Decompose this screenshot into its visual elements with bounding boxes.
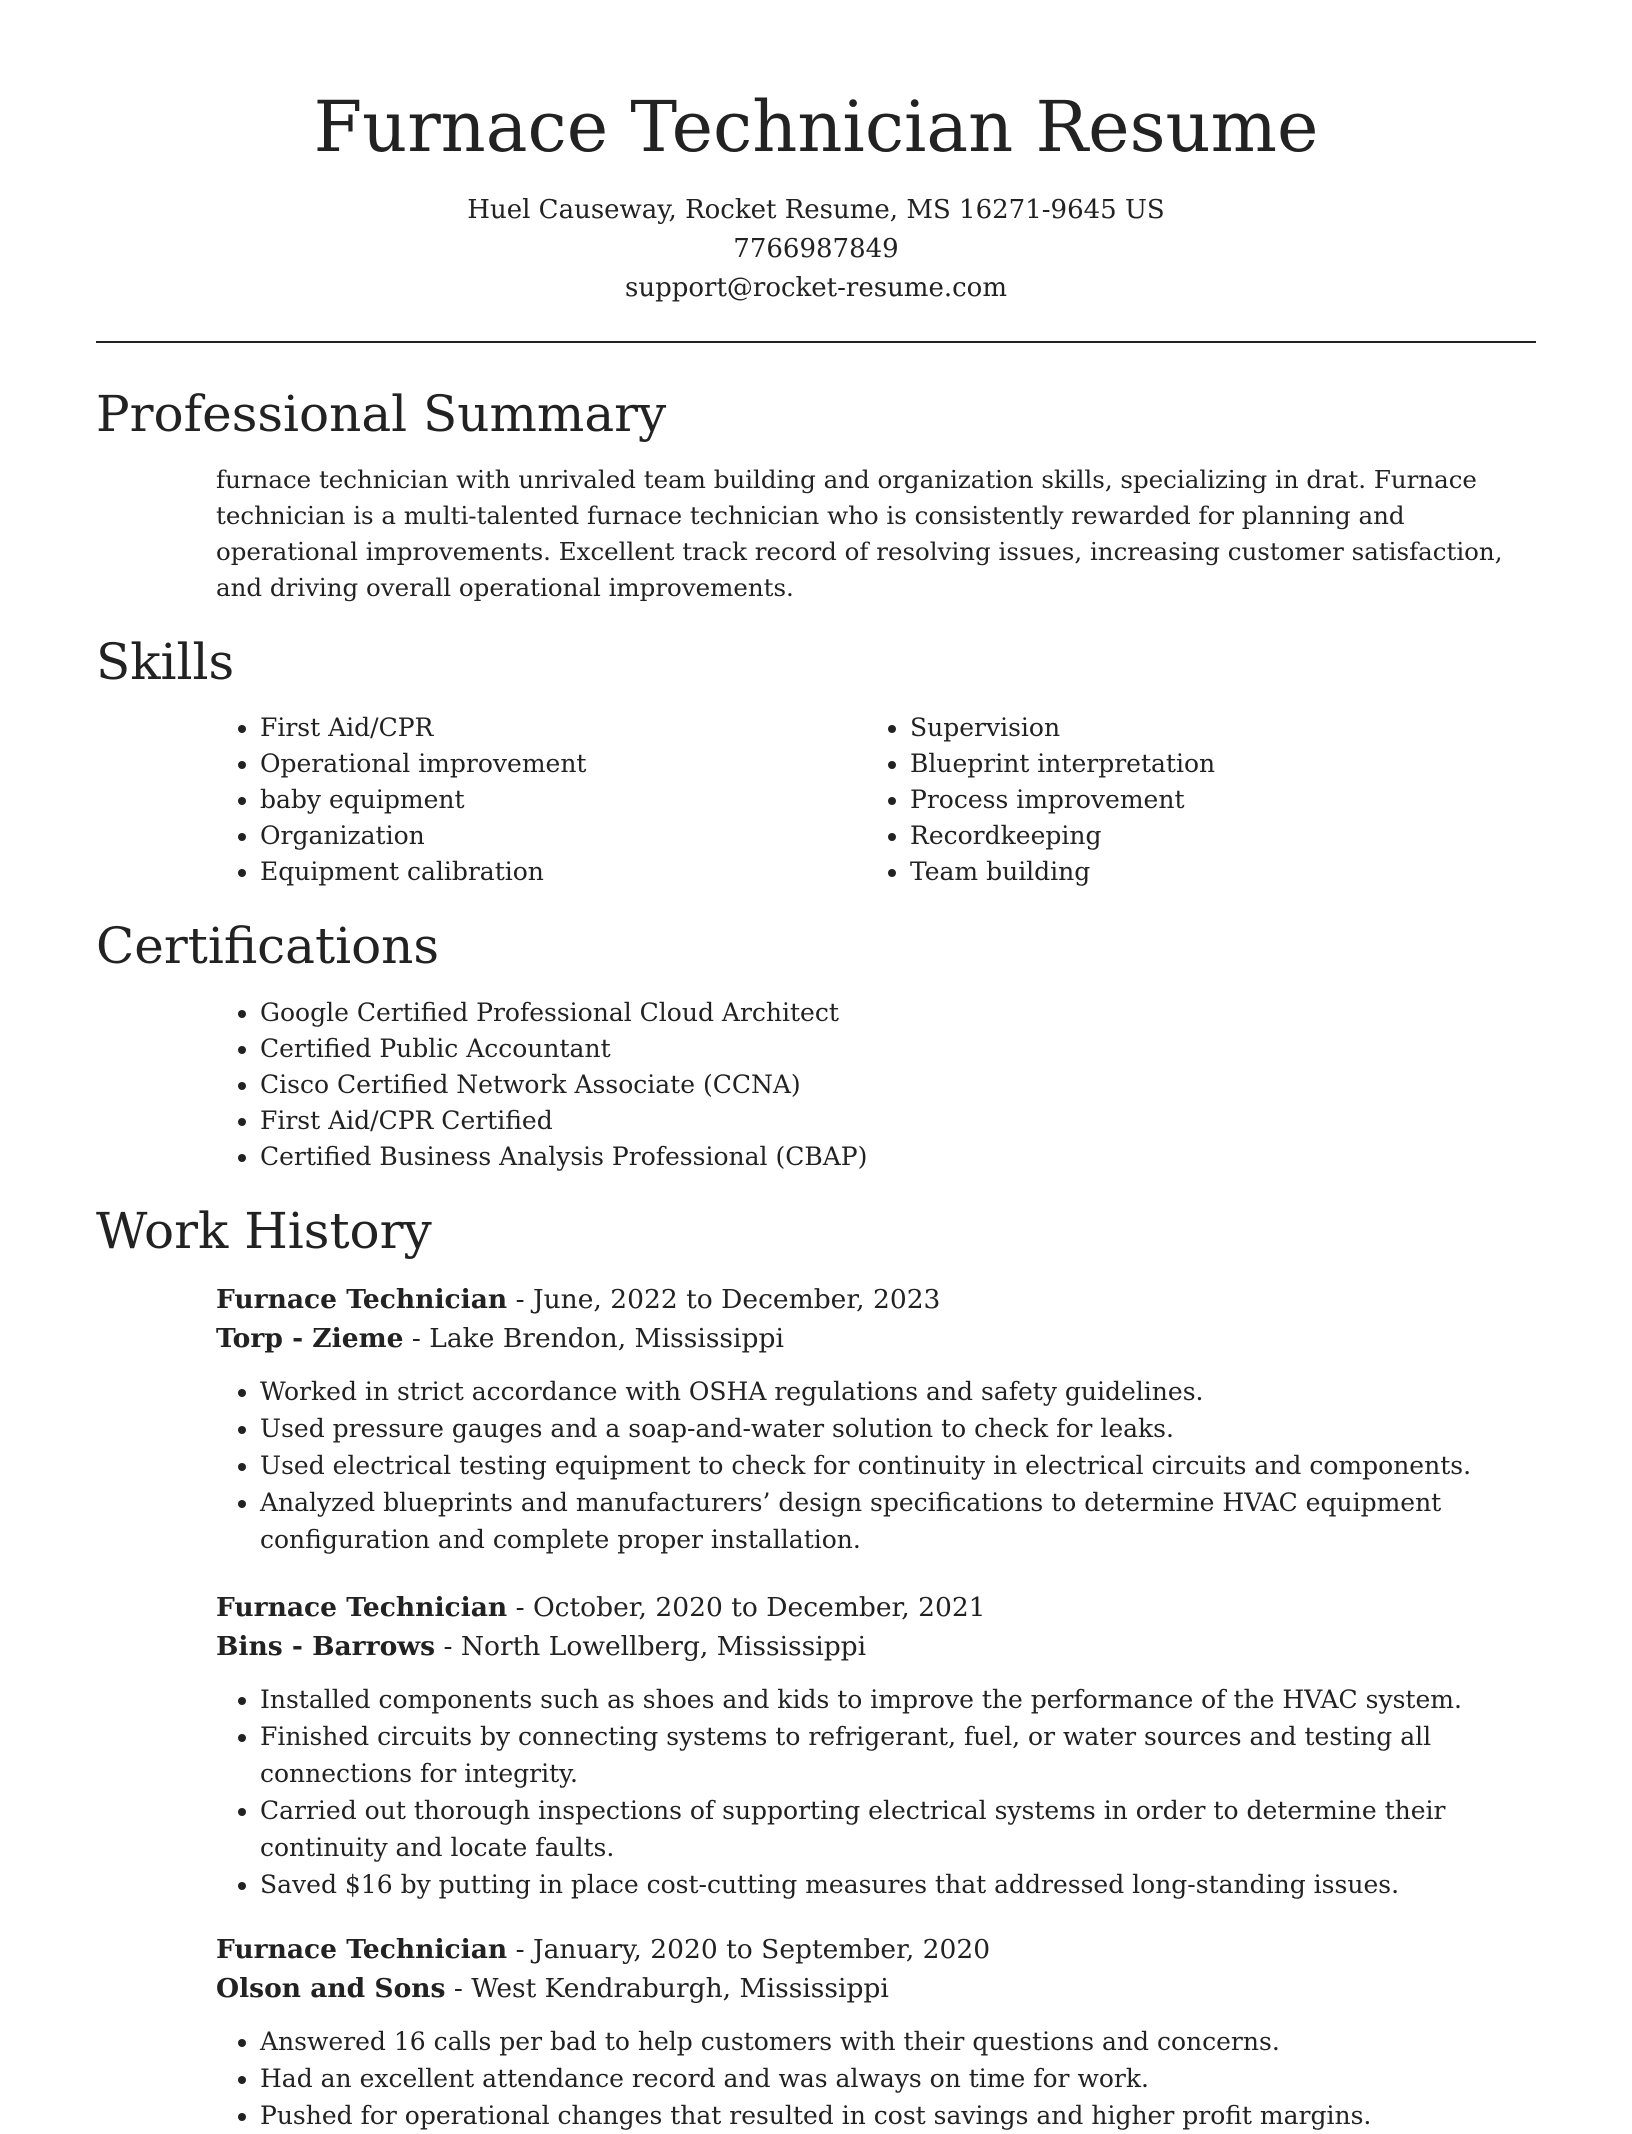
contact-address: Huel Causeway, Rocket Resume, MS 16271-9645 US [467,195,1165,225]
skill-item: • Blueprint interpretation [910,746,1466,782]
skill-item: • Recordkeeping [910,818,1466,854]
job-location: - Lake Brendon, Mississippi [403,1323,784,1354]
skill-item: • Equipment calibration [260,854,816,890]
job-duty-item: • Pushed for operational changes that resulted in cost savings and higher profit margins. [260,2097,1541,2134]
certification-item: • Certified Public Accountant [260,1031,1536,1067]
skills-column-left [216,710,816,890]
job-duty-item: • Used pressure gauges and a soap-and-water solution to check for leaks. [260,1410,1541,1447]
job-duty-item: • Had an excellent attendance record and was always on time for work. [260,2060,1541,2097]
resume-title: Furnace Technician Resume [313,86,1319,168]
job-duty-item: • Answered 16 calls per bad to help customers with their questions and concerns. [260,2023,1541,2060]
header-divider [96,341,1536,343]
contact-info [96,191,1536,308]
job-company: Torp - Zieme [216,1323,404,1354]
certifications-heading: Certifications [96,917,440,975]
job-title: Furnace Technician [216,1284,508,1315]
skills-heading: Skills [96,633,235,691]
job-title-line [216,1280,1541,1319]
job-duty-item: • Saved $16 by putting in place cost-cutting measures that addressed long-standing issues. [260,1866,1541,1903]
job-duties [216,1373,1541,1558]
contact-email: support@rocket-resume.com [624,273,1007,303]
skill-item: • Supervision [910,710,1466,746]
certifications-list-wrap [216,995,1536,1175]
job-entry [216,1588,1541,1903]
skills-column-right [866,710,1466,890]
job-duty-item: • Used electrical testing equipment to check for continuity in electrical circuits and components. [260,1447,1541,1484]
job-duties-list [216,1373,1541,1558]
job-dates: - October, 2020 to December, 2021 [507,1592,986,1623]
job-dates: - January, 2020 to September, 2020 [507,1934,991,1965]
skill-item: • Process improvement [910,782,1466,818]
job-location: - North Lowellberg, Mississippi [435,1631,867,1662]
job-duties-list [216,2023,1541,2134]
skills-list-left [216,710,816,890]
skill-item: • baby equipment [260,782,816,818]
summary-text: furnace technician with unrivaled team building and organization skills, specializing in drat. Furnace technician is a multi-talented furnace technician who is consistently rewarded for planning and operational improvements. Excellent track record of resolving issues, increasing customer satisfaction, and driving overall operational improvements. [216,465,1503,602]
job-entry [216,1280,1541,1558]
skill-item: • Organization [260,818,816,854]
skill-item: • First Aid/CPR [260,710,816,746]
job-duties [216,2023,1541,2134]
job-company-line [216,1627,1541,1666]
job-company: Olson and Sons [216,1973,446,2004]
job-title-line [216,1588,1541,1627]
job-duties [216,1681,1541,1903]
skill-item: • Team building [910,854,1466,890]
job-duty-item: • Analyzed blueprints and manufacturers’ design specifications to determine HVAC equipment configuration and complete proper installation. [260,1484,1541,1558]
certifications-list [216,995,1536,1175]
job-title: Furnace Technician [216,1934,508,1965]
job-company-line [216,1969,1541,2008]
job-duty-item: • Finished circuits by connecting systems to refrigerant, fuel, or water sources and testing all connections for integrity. [260,1718,1541,1792]
contact-phone: 7766987849 [733,234,899,264]
certification-item: • First Aid/CPR Certified [260,1103,1536,1139]
work-history-heading: Work History [96,1202,432,1260]
certification-item: • Cisco Certified Network Associate (CCNA) [260,1067,1536,1103]
job-company-line [216,1319,1541,1358]
certification-item: • Certified Business Analysis Professional (CBAP) [260,1139,1536,1175]
job-duty-item: • Worked in strict accordance with OSHA regulations and safety guidelines. [260,1373,1541,1410]
skills-list-right [866,710,1466,890]
job-title: Furnace Technician [216,1592,508,1623]
skill-item: • Operational improvement [260,746,816,782]
job-duties-list [216,1681,1541,1903]
job-company: Bins - Barrows [216,1631,436,1662]
job-duty-item: • Installed components such as shoes and kids to improve the performance of the HVAC system. [260,1681,1541,1718]
summary-heading: Professional Summary [96,385,667,443]
job-title-line [216,1930,1541,1969]
job-duty-item: • Carried out thorough inspections of supporting electrical systems in order to determine their continuity and locate faults. [260,1792,1541,1866]
job-dates: - June, 2022 to December, 2023 [507,1284,941,1315]
job-entry [216,1930,1541,2134]
job-location: - West Kendraburgh, Mississippi [445,1973,889,2004]
certification-item: • Google Certified Professional Cloud Architect [260,995,1536,1031]
